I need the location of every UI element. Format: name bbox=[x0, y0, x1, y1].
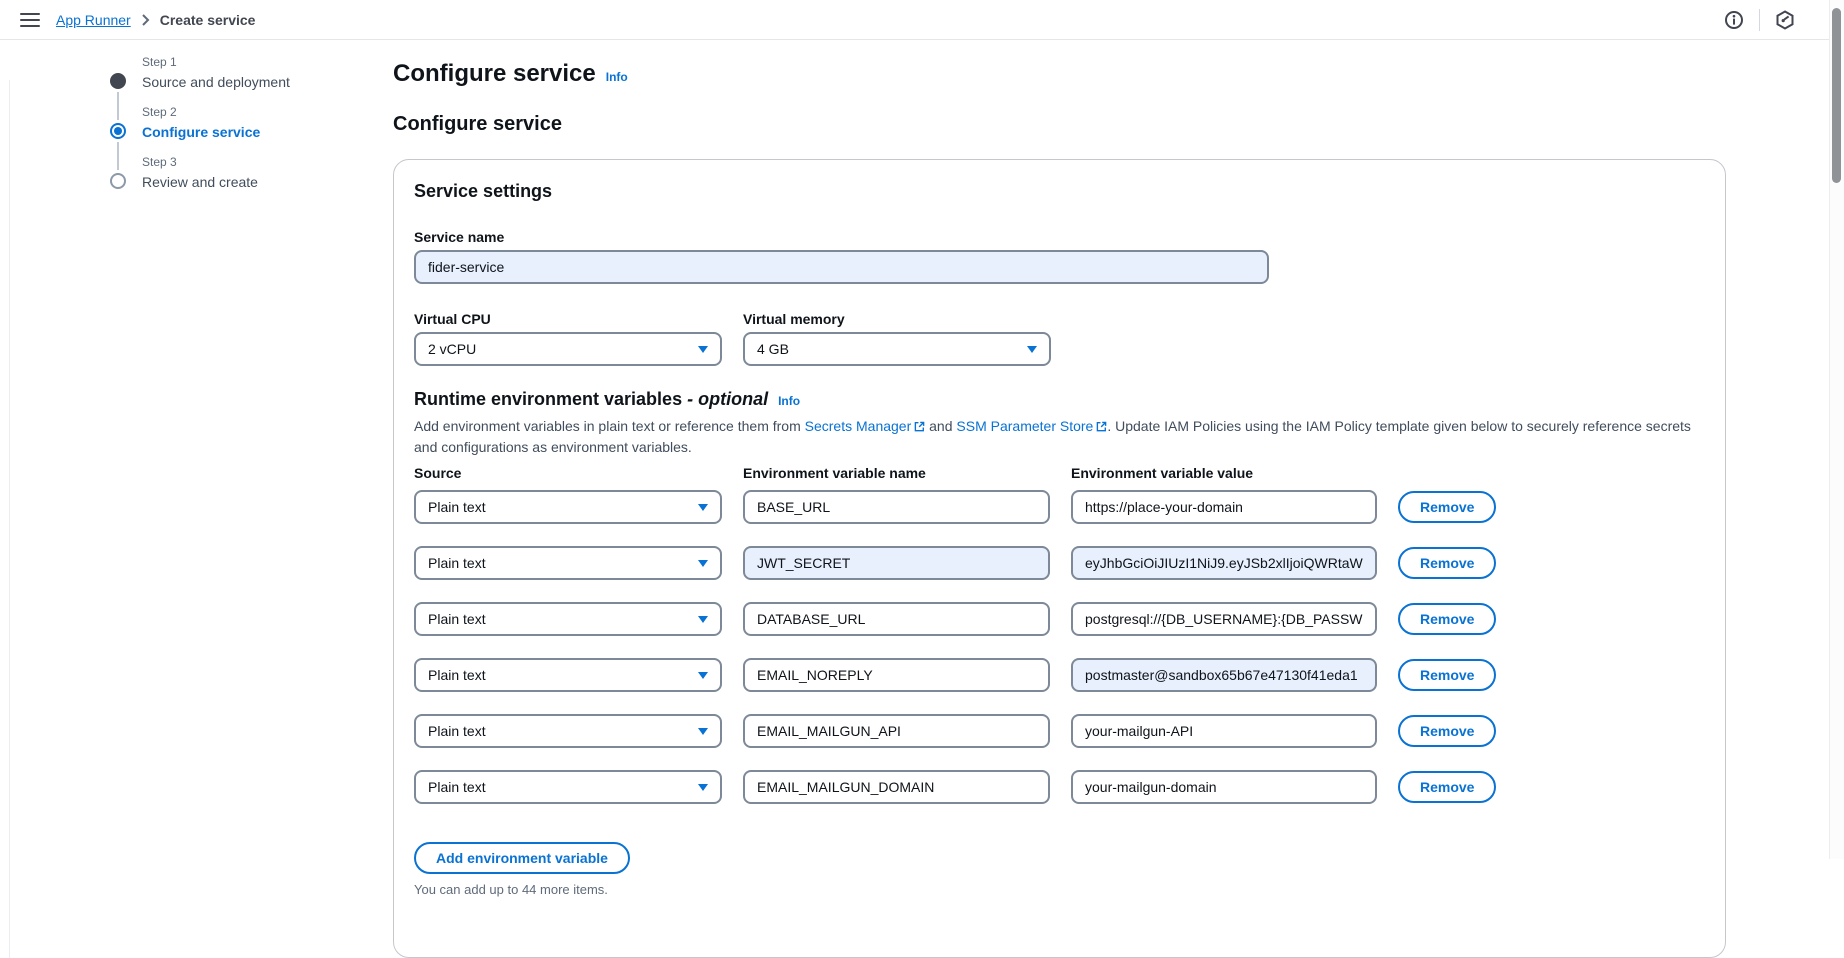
top-navigation-bar bbox=[0, 0, 1844, 40]
step-item-review-and-create bbox=[110, 154, 393, 204]
page-title: Configure service bbox=[393, 60, 596, 87]
vertical-scrollbar bbox=[1829, 0, 1844, 859]
source-selected-value: Plain text bbox=[428, 667, 486, 683]
column-header-source: Source bbox=[414, 465, 462, 481]
step-upcoming-icon bbox=[110, 173, 126, 189]
caret-down-icon bbox=[698, 560, 708, 567]
env-vars-column-headers bbox=[414, 464, 1705, 482]
remove-button[interactable]: Remove bbox=[1398, 547, 1496, 579]
remove-button[interactable]: Remove bbox=[1398, 771, 1496, 803]
env-var-row bbox=[414, 658, 1705, 692]
step-link-source-and-deployment[interactable]: Source and deployment bbox=[142, 74, 290, 90]
env-name-input[interactable] bbox=[743, 770, 1050, 804]
source-select[interactable] bbox=[414, 658, 722, 692]
virtual-cpu-label: Virtual CPU bbox=[414, 311, 491, 327]
env-value-input[interactable] bbox=[1071, 546, 1377, 580]
source-selected-value: Plain text bbox=[428, 499, 486, 515]
caret-down-icon bbox=[1027, 346, 1037, 353]
breadcrumb-current: Create service bbox=[159, 11, 256, 28]
step-current-radio-icon bbox=[110, 123, 126, 139]
caret-down-icon bbox=[698, 728, 708, 735]
env-name-input[interactable] bbox=[743, 658, 1050, 692]
virtual-memory-select[interactable] bbox=[743, 332, 1051, 366]
page-title-info-link[interactable]: Info bbox=[605, 70, 628, 84]
env-value-input[interactable] bbox=[1071, 770, 1377, 804]
step-completed-icon bbox=[110, 73, 126, 89]
step-number: Step 1 bbox=[142, 55, 177, 69]
left-panel-border bbox=[9, 80, 10, 958]
remove-button[interactable]: Remove bbox=[1398, 659, 1496, 691]
breadcrumb-app-runner-link[interactable]: App Runner bbox=[56, 11, 131, 28]
scrollbar-thumb[interactable] bbox=[1832, 8, 1841, 183]
caret-down-icon bbox=[698, 616, 708, 623]
source-select[interactable] bbox=[414, 714, 722, 748]
external-link-icon bbox=[1096, 421, 1107, 432]
env-name-input[interactable] bbox=[743, 490, 1050, 524]
step-item-configure-service bbox=[110, 104, 393, 154]
env-name-input[interactable] bbox=[743, 602, 1050, 636]
source-selected-value: Plain text bbox=[428, 555, 486, 571]
env-var-row bbox=[414, 770, 1705, 804]
step-item-source-and-deployment bbox=[110, 54, 393, 104]
env-var-row bbox=[414, 602, 1705, 636]
remove-button[interactable]: Remove bbox=[1398, 491, 1496, 523]
column-header-value: Environment variable value bbox=[1071, 465, 1254, 481]
virtual-memory-label: Virtual memory bbox=[743, 311, 845, 327]
env-vars-rows bbox=[414, 490, 1705, 804]
add-environment-variable-button[interactable]: Add environment variable bbox=[414, 842, 630, 874]
env-var-row bbox=[414, 714, 1705, 748]
service-name-label: Service name bbox=[414, 229, 505, 245]
section-title: Configure service bbox=[393, 113, 562, 135]
virtual-cpu-select[interactable] bbox=[414, 332, 722, 366]
env-name-input[interactable] bbox=[743, 546, 1050, 580]
env-vars-limit-note: You can add up to 44 more items. bbox=[414, 882, 608, 897]
hamburger-icon[interactable] bbox=[20, 13, 40, 27]
step-link-configure-service[interactable]: Configure service bbox=[142, 124, 261, 140]
column-header-name: Environment variable name bbox=[743, 465, 926, 481]
source-select[interactable] bbox=[414, 546, 722, 580]
chevron-right-icon bbox=[141, 14, 150, 26]
ssm-parameter-store-link[interactable]: SSM Parameter Store bbox=[956, 418, 1107, 434]
wizard-steps-nav bbox=[0, 40, 393, 958]
env-value-input[interactable] bbox=[1071, 714, 1377, 748]
env-vars-info-link[interactable]: Info bbox=[778, 394, 801, 408]
env-value-input[interactable] bbox=[1071, 602, 1377, 636]
virtual-memory-selected-value: 4 GB bbox=[757, 341, 789, 357]
step-label-review-and-create: Review and create bbox=[142, 174, 258, 190]
step-number: Step 2 bbox=[142, 105, 177, 119]
env-vars-description: Add environment variables in plain text or reference them from Secrets Manager and SSM Parameter Store . Update IAM Policies using the IAM Policy template given below to securely reference secrets and configurations as environment variables. bbox=[414, 418, 1691, 455]
caret-down-icon bbox=[698, 672, 708, 679]
env-value-input[interactable] bbox=[1071, 658, 1377, 692]
external-link-icon bbox=[914, 421, 925, 432]
caret-down-icon bbox=[698, 784, 708, 791]
service-settings-card bbox=[393, 159, 1726, 958]
info-circle-icon[interactable] bbox=[1723, 9, 1745, 31]
remove-button[interactable]: Remove bbox=[1398, 603, 1496, 635]
source-selected-value: Plain text bbox=[428, 611, 486, 627]
remove-button[interactable]: Remove bbox=[1398, 715, 1496, 747]
source-select[interactable] bbox=[414, 770, 722, 804]
breadcrumb bbox=[56, 12, 255, 28]
step-number: Step 3 bbox=[142, 155, 177, 169]
env-var-row bbox=[414, 490, 1705, 524]
topbar-divider bbox=[1759, 9, 1760, 31]
env-var-row bbox=[414, 546, 1705, 580]
caret-down-icon bbox=[698, 346, 708, 353]
source-select[interactable] bbox=[414, 490, 722, 524]
main-content bbox=[393, 40, 1744, 958]
env-vars-heading: Runtime environment variables - optional bbox=[414, 389, 769, 409]
gauge-icon[interactable] bbox=[1774, 9, 1796, 31]
source-selected-value: Plain text bbox=[428, 779, 486, 795]
caret-down-icon bbox=[698, 504, 708, 511]
env-value-input[interactable] bbox=[1071, 490, 1377, 524]
env-name-input[interactable] bbox=[743, 714, 1050, 748]
env-vars-optional-suffix: - optional bbox=[687, 389, 769, 409]
virtual-cpu-selected-value: 2 vCPU bbox=[428, 341, 477, 357]
service-name-input[interactable] bbox=[414, 250, 1269, 284]
secrets-manager-link[interactable]: Secrets Manager bbox=[805, 418, 926, 434]
service-settings-heading: Service settings bbox=[414, 181, 553, 201]
source-selected-value: Plain text bbox=[428, 723, 486, 739]
source-select[interactable] bbox=[414, 602, 722, 636]
